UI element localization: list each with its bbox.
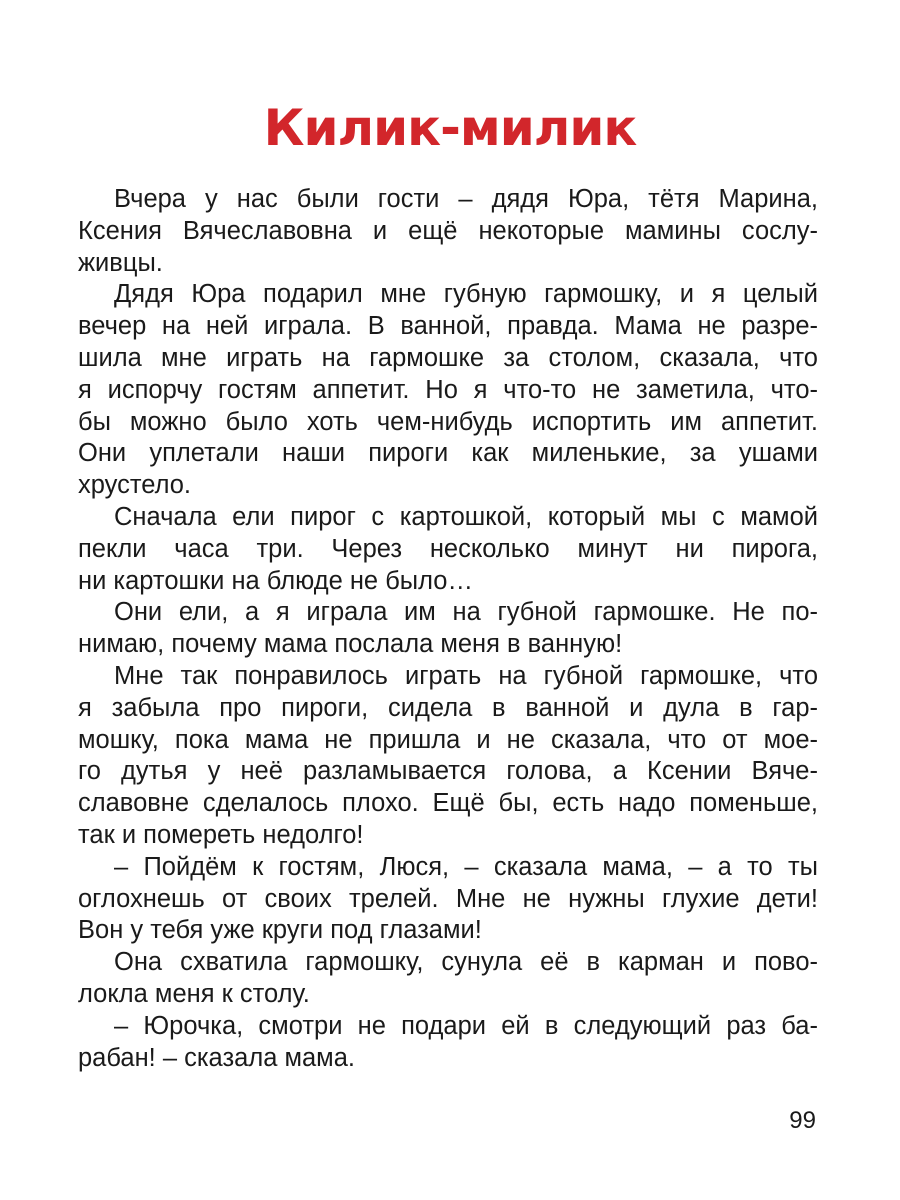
text-line: вечер на ней играла. В ванной, правда. Мама не разре-: [78, 312, 818, 341]
text-line: бы можно было хоть чем-нибудь испортить им аппетит.: [78, 407, 818, 436]
text-line: Ксения Вячеславовна и ещё некоторые мамины сослу-: [78, 216, 818, 245]
text-line: хрустело.: [78, 471, 192, 500]
text-line: я забыла про пироги, сидела в ванной и дула в гар-: [78, 693, 818, 722]
text-line: мошку, пока мама не пришла и не сказала, что от мое-: [78, 725, 818, 754]
story-text: [78, 184, 818, 1074]
text-line: ни картошки на блюде не было…: [78, 566, 473, 595]
text-line: – Пойдём к гостям, Люся, – сказала мама, – а то ты: [114, 852, 818, 881]
text-line: славовне сделалось плохо. Ещё бы, есть надо поменьше,: [78, 789, 818, 818]
text-line: живцы.: [78, 248, 163, 277]
text-line: Они ели, а я играла им на губной гармошке. Не по-: [114, 598, 818, 627]
text-line: оглохнешь от своих трелей. Мне не нужны глухие дети!: [78, 884, 818, 913]
text-line: Сначала ели пирог с картошкой, который мы с мамой: [114, 502, 818, 531]
text-line: Мне так понравилось играть на губной гармошке, что: [114, 661, 818, 690]
text-line: так и помереть недолго!: [78, 820, 364, 849]
page-number: 99: [789, 1107, 816, 1134]
text-line: нимаю, почему мама послала меня в ванную!: [78, 630, 623, 659]
chapter-title: Килик-милик: [263, 99, 637, 157]
text-line: пекли часа три. Через несколько минут ни пирога,: [78, 534, 818, 563]
text-line: рабан! – сказала мама.: [78, 1043, 355, 1072]
text-line: шила мне играть на гармошке за столом, сказала, что: [78, 343, 818, 372]
text-line: Вчера у нас были гости – дядя Юра, тётя Марина,: [114, 185, 818, 213]
text-line: – Юрочка, смотри не подари ей в следующий раз ба-: [114, 1011, 818, 1040]
text-line: Она схватила гармошку, сунула её в карман и пово-: [114, 948, 818, 977]
text-line: локла меня к столу.: [78, 979, 310, 1008]
text-line: я испорчу гостям аппетит. Но я что-то не заметила, что-: [78, 375, 818, 404]
text-line: го дутья у неё разламывается голова, а Ксении Вяче-: [78, 757, 818, 786]
text-line: Вон у тебя уже круги под глазами!: [78, 916, 482, 945]
text-line: Они уплетали наши пироги как миленькие, за ушами: [78, 439, 818, 468]
text-line: Дядя Юра подарил мне губную гармошку, и я целый: [114, 280, 818, 309]
